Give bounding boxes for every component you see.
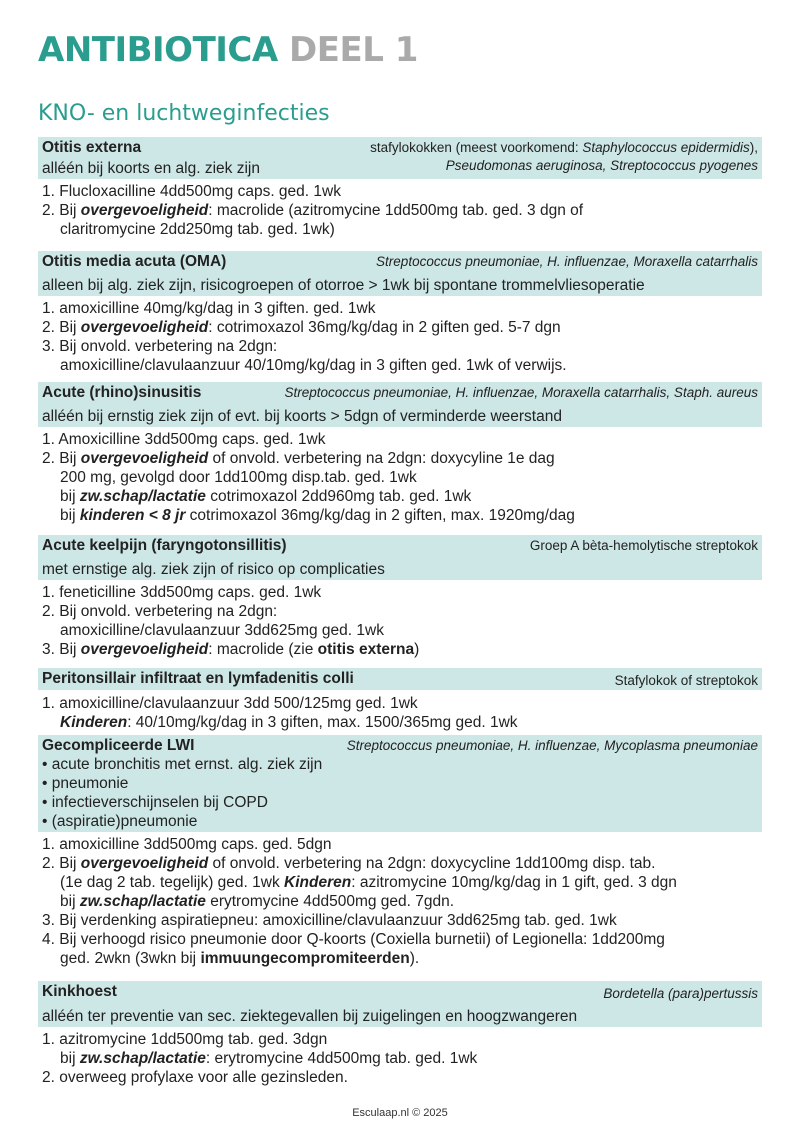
treatment-item: 2. Bij overgevoeligheid: macrolide (azitromycine 1dd500mg tab. ged. 3 dgn of	[42, 202, 584, 219]
footer-copyright: Esculaap.nl © 2025	[352, 1107, 448, 1119]
treatment-item: 1. amoxicilline 3dd500mg caps. ged. 5dgn	[42, 836, 332, 853]
treatment-continuation: bij zw.schap/lactatie: erytromycine 4dd500mg tab. ged. 1wk	[60, 1050, 478, 1067]
treatment-item: 3. Bij overgevoeligheid: macrolide (zie otitis externa)	[42, 641, 420, 658]
condition-name: Acute (rhino)sinusitis	[42, 384, 202, 401]
title-part: DEEL 1	[289, 30, 418, 70]
section-header	[38, 382, 762, 427]
treatment-continuation: bij zw.schap/lactatie cotrimoxazol 2dd960mg tab. ged. 1wk	[60, 488, 472, 505]
section-otitis-media	[38, 251, 762, 375]
treatment-list	[38, 580, 762, 659]
treatment-continuation: amoxicilline/clavulaanzuur 40/10mg/kg/dag in 3 giften ged. 1wk of verwijs.	[60, 357, 567, 374]
condition-name: Acute keelpijn (faryngotonsillitis)	[42, 537, 287, 554]
section-title: KNO- en luchtweginfecties	[38, 101, 330, 126]
section-header	[38, 981, 762, 1027]
pathogens-line2: Pseudomonas aeruginosa, Streptococcus pyogenes	[445, 158, 758, 173]
treatment-continuation: Kinderen: 40/10mg/kg/dag in 3 giften, max. 1500/365mg ged. 1wk	[60, 714, 518, 731]
pathogens: Streptococcus pneumoniae, H. influenzae, Mycoplasma pneumoniae	[346, 738, 758, 753]
treatment-continuation: bij zw.schap/lactatie erytromycine 4dd500mg ged. 7gdn.	[60, 893, 455, 910]
treatment-continuation: amoxicilline/clavulaanzuur 3dd625mg ged. 1wk	[60, 622, 384, 639]
indication: alléén ter preventie van sec. ziektegevallen bij zuigelingen en hoogzwangeren	[42, 1008, 578, 1025]
condition-name: Otitis media acuta (OMA)	[42, 253, 227, 270]
condition-name: Gecompliceerde LWI	[42, 737, 195, 754]
section-header	[38, 251, 762, 296]
treatment-list	[38, 179, 762, 239]
section-header	[38, 668, 762, 690]
treatment-list	[38, 1027, 762, 1087]
section-otitis-externa	[38, 137, 762, 239]
treatment-item: 1. Flucloxacilline 4dd500mg caps. ged. 1wk	[42, 183, 341, 200]
treatment-item: 2. Bij overgevoeligheid of onvold. verbetering na 2dgn: doxycycline 1dd100mg disp. tab.	[42, 855, 656, 872]
condition-name: Kinkhoest	[42, 983, 117, 1000]
section-kinkhoest	[38, 981, 762, 1087]
treatment-list	[38, 427, 762, 525]
condition-name: Otitis externa	[42, 139, 142, 156]
condition-name: Peritonsillair infiltraat en lymfadenitis colli	[42, 670, 354, 687]
treatment-list	[38, 832, 762, 968]
indication: alléén bij koorts en alg. ziek zijn	[42, 160, 260, 177]
indication: alleen bij alg. ziek zijn, risicogroepen of otorroe > 1wk bij spontane trommelvliesoperatie	[42, 277, 645, 294]
section-keelpijn	[38, 535, 762, 659]
treatment-item: 4. Bij verhoogd risico pneumonie door Q-koorts (Coxiella burnetii) of Legionella: 1dd200mg	[42, 931, 665, 948]
section-peritonsillair	[38, 668, 762, 732]
indication-item: • (aspiratie)pneumonie	[42, 813, 198, 830]
treatment-list	[38, 296, 762, 375]
treatment-continuation: (1e dag 2 tab. tegelijk) ged. 1wk Kinderen: azitromycine 10mg/kg/dag in 1 gift, ged. 3 dgn	[60, 874, 677, 891]
treatment-item: 1. amoxicilline 40mg/kg/dag in 3 giften. ged. 1wk	[42, 300, 376, 317]
treatment-item: 1. azitromycine 1dd500mg tab. ged. 3dgn	[42, 1031, 328, 1048]
indication-item: • pneumonie	[42, 775, 129, 792]
treatment-continuation: 200 mg, gevolgd door 1dd100mg disp.tab. ged. 1wk	[60, 469, 417, 486]
treatment-item: 2. Bij overgevoeligheid: cotrimoxazol 36mg/kg/dag in 2 giften ged. 5-7 dgn	[42, 319, 561, 336]
page-title	[38, 30, 418, 70]
indication-item: • acute bronchitis met ernst. alg. ziek zijn	[42, 756, 323, 773]
treatment-continuation: claritromycine 2dd250mg tab. ged. 1wk)	[60, 221, 335, 238]
treatment-list	[38, 690, 762, 732]
section-lwi	[38, 735, 762, 968]
indication: alléén bij ernstig ziek zijn of evt. bij koorts > 5dgn of verminderde weerstand	[42, 408, 562, 425]
section-header	[38, 137, 762, 179]
pathogens: Groep A bèta-hemolytische streptokok	[529, 538, 758, 553]
pathogens: Streptococcus pneumoniae, H. influenzae, Moraxella catarrhalis	[376, 254, 758, 269]
treatment-item: 1. feneticilline 3dd500mg caps. ged. 1wk	[42, 584, 322, 601]
treatment-item: 2. overweeg profylaxe voor alle gezinsleden.	[42, 1069, 348, 1086]
treatment-item: 2. Bij onvold. verbetering na 2dgn:	[42, 603, 278, 620]
pathogens: Streptococcus pneumoniae, H. influenzae, Moraxella catarrhalis, Staph. aureus	[284, 385, 758, 400]
section-header	[38, 735, 762, 832]
treatment-item: 1. Amoxicilline 3dd500mg caps. ged. 1wk	[42, 431, 326, 448]
treatment-continuation: ged. 2wkn (3wkn bij immuungecompromiteerden).	[60, 950, 420, 967]
section-header	[38, 535, 762, 580]
treatment-item: 1. amoxicilline/clavulaanzuur 3dd 500/125mg ged. 1wk	[42, 695, 418, 712]
treatment-continuation: bij kinderen < 8 jr cotrimoxazol 36mg/kg/dag in 2 giften, max. 1920mg/dag	[60, 507, 575, 524]
treatment-item: 3. Bij verdenking aspiratiepneu: amoxicilline/clavulaanzuur 3dd625mg tab. ged. 1wk	[42, 912, 617, 929]
indication: met ernstige alg. ziek zijn of risico op complicaties	[42, 561, 385, 578]
pathogens: stafylokokken (meest voorkomend: Staphylococcus epidermidis),	[370, 140, 758, 155]
pathogens: Bordetella (para)pertussis	[603, 986, 758, 1001]
treatment-item: 3. Bij onvold. verbetering na 2dgn:	[42, 338, 278, 355]
section-sinusitis	[38, 382, 762, 525]
indication-item: • infectieverschijnselen bij COPD	[42, 794, 268, 811]
title-main: ANTIBIOTICA	[38, 30, 278, 70]
pathogens: Stafylokok of streptokok	[614, 673, 758, 688]
treatment-item: 2. Bij overgevoeligheid of onvold. verbetering na 2dgn: doxycyline 1e dag	[42, 450, 555, 467]
